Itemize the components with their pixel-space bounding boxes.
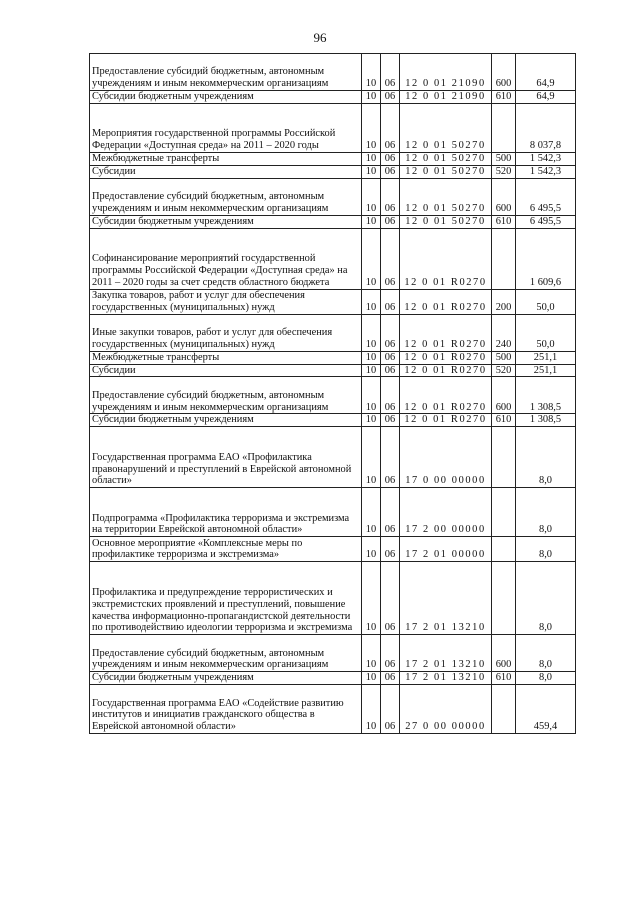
- row-vr: 610: [492, 414, 516, 427]
- row-rz: 10: [362, 414, 381, 427]
- row-rz: 10: [362, 314, 381, 351]
- row-amount: 50,0: [516, 289, 576, 314]
- row-pr: 06: [381, 289, 400, 314]
- row-csr: 12 0 01 50270: [400, 215, 492, 228]
- row-amount: 251,1: [516, 364, 576, 377]
- row-amount: 64,9: [516, 54, 576, 91]
- row-name: Основное мероприятие «Комплексные меры по профилактике терроризма и экстремизма»: [90, 537, 362, 562]
- row-name: Предоставление субсидий бюджетным, автономным учреждениям и иным некоммерческим организациям: [90, 54, 362, 91]
- row-csr: 12 0 01 50270: [400, 152, 492, 165]
- row-csr: 12 0 01 50270: [400, 103, 492, 152]
- row-pr: 06: [381, 103, 400, 152]
- table-row: [90, 414, 576, 427]
- row-vr: 500: [492, 351, 516, 364]
- row-csr: 12 0 01 50270: [400, 165, 492, 178]
- row-csr: 12 0 01 21090: [400, 54, 492, 91]
- table-row: [90, 54, 576, 91]
- row-csr: 17 0 00 00000: [400, 427, 492, 488]
- row-pr: 06: [381, 152, 400, 165]
- row-name: Профилактика и предупреждение террористических и экстремистских проявлений и преступлений, повышение качества информационно-пропагандистской деятельности по противодействию идеологии терроризма и экстремизма: [90, 562, 362, 635]
- row-name: Закупка товаров, работ и услуг для обеспечения государственных (муниципальных) нужд: [90, 289, 362, 314]
- row-name: Предоставление субсидий бюджетным, автономным учреждениям и иным некоммерческим организациям: [90, 635, 362, 672]
- row-vr: 600: [492, 178, 516, 215]
- row-amount: 6 495,5: [516, 178, 576, 215]
- row-vr: 600: [492, 54, 516, 91]
- row-name: Межбюджетные трансферты: [90, 152, 362, 165]
- row-name: Субсидии бюджетным учреждениям: [90, 91, 362, 104]
- row-csr: 12 0 01 R0270: [400, 364, 492, 377]
- row-vr: 200: [492, 289, 516, 314]
- row-rz: 10: [362, 152, 381, 165]
- row-rz: 10: [362, 364, 381, 377]
- table-row: [90, 537, 576, 562]
- row-vr: 240: [492, 314, 516, 351]
- row-amount: 1 609,6: [516, 228, 576, 289]
- table-row: [90, 488, 576, 537]
- row-amount: 8,0: [516, 488, 576, 537]
- row-amount: 8,0: [516, 672, 576, 685]
- row-name: Субсидии бюджетным учреждениям: [90, 672, 362, 685]
- row-name: Софинансирование мероприятий государственной программы Российской Федерации «Доступная среда» на 2011 – 2020 годы за счет средств областного бюджета: [90, 228, 362, 289]
- row-pr: 06: [381, 672, 400, 685]
- row-rz: 10: [362, 562, 381, 635]
- row-csr: 17 2 01 00000: [400, 537, 492, 562]
- row-rz: 10: [362, 351, 381, 364]
- table-row: [90, 562, 576, 635]
- row-rz: 10: [362, 685, 381, 734]
- row-amount: 459,4: [516, 685, 576, 734]
- row-name: Межбюджетные трансферты: [90, 351, 362, 364]
- row-pr: 06: [381, 685, 400, 734]
- row-csr: 12 0 01 R0270: [400, 351, 492, 364]
- row-pr: 06: [381, 165, 400, 178]
- row-name: Подпрограмма «Профилактика терроризма и экстремизма на территории Еврейской автономной области»: [90, 488, 362, 537]
- page-number: 96: [313, 30, 327, 45]
- row-csr: 12 0 01 50270: [400, 178, 492, 215]
- row-amount: 8 037,8: [516, 103, 576, 152]
- row-rz: 10: [362, 228, 381, 289]
- row-name: Субсидии: [90, 364, 362, 377]
- row-vr: 520: [492, 165, 516, 178]
- row-vr: [492, 228, 516, 289]
- table-row: [90, 228, 576, 289]
- row-rz: 10: [362, 488, 381, 537]
- row-amount: 64,9: [516, 91, 576, 104]
- row-csr: 12 0 01 R0270: [400, 289, 492, 314]
- row-csr: 27 0 00 00000: [400, 685, 492, 734]
- table-row: [90, 91, 576, 104]
- row-amount: 1 308,5: [516, 414, 576, 427]
- row-name: Субсидии: [90, 165, 362, 178]
- table-row: [90, 178, 576, 215]
- row-rz: 10: [362, 178, 381, 215]
- row-vr: 500: [492, 152, 516, 165]
- row-csr: 12 0 01 R0270: [400, 414, 492, 427]
- table-row: [90, 152, 576, 165]
- row-pr: 06: [381, 228, 400, 289]
- table-row: [90, 215, 576, 228]
- row-rz: 10: [362, 165, 381, 178]
- table-row: [90, 672, 576, 685]
- table-row: [90, 377, 576, 414]
- row-amount: 1 308,5: [516, 377, 576, 414]
- table-row: [90, 364, 576, 377]
- row-pr: 06: [381, 178, 400, 215]
- row-rz: 10: [362, 103, 381, 152]
- row-amount: 251,1: [516, 351, 576, 364]
- row-pr: 06: [381, 537, 400, 562]
- row-pr: 06: [381, 351, 400, 364]
- row-pr: 06: [381, 364, 400, 377]
- row-name: Мероприятия государственной программы Российской Федерации «Доступная среда» на 2011 – 2020 годы: [90, 103, 362, 152]
- row-csr: 17 2 01 13210: [400, 635, 492, 672]
- row-amount: 1 542,3: [516, 152, 576, 165]
- row-rz: 10: [362, 215, 381, 228]
- row-vr: [492, 685, 516, 734]
- row-vr: [492, 427, 516, 488]
- budget-table-body: [90, 54, 576, 734]
- row-rz: 10: [362, 537, 381, 562]
- row-rz: 10: [362, 289, 381, 314]
- row-pr: 06: [381, 54, 400, 91]
- row-rz: 10: [362, 377, 381, 414]
- row-csr: 17 2 01 13210: [400, 672, 492, 685]
- table-row: [90, 165, 576, 178]
- row-vr: 610: [492, 91, 516, 104]
- row-csr: 12 0 01 R0270: [400, 377, 492, 414]
- row-amount: 8,0: [516, 427, 576, 488]
- budget-table: [89, 53, 576, 734]
- table-row: [90, 351, 576, 364]
- row-name: Государственная программа ЕАО «Профилактика правонарушений и преступлений в Еврейской автономной области»: [90, 427, 362, 488]
- row-rz: 10: [362, 54, 381, 91]
- row-pr: 06: [381, 635, 400, 672]
- row-amount: 8,0: [516, 562, 576, 635]
- table-row: [90, 635, 576, 672]
- row-amount: 50,0: [516, 314, 576, 351]
- row-amount: 8,0: [516, 635, 576, 672]
- row-pr: 06: [381, 414, 400, 427]
- row-rz: 10: [362, 427, 381, 488]
- row-pr: 06: [381, 562, 400, 635]
- row-name: Предоставление субсидий бюджетным, автономным учреждениям и иным некоммерческим организациям: [90, 178, 362, 215]
- row-vr: 520: [492, 364, 516, 377]
- table-row: [90, 427, 576, 488]
- row-vr: [492, 562, 516, 635]
- row-pr: 06: [381, 215, 400, 228]
- row-amount: 1 542,3: [516, 165, 576, 178]
- row-name: Субсидии бюджетным учреждениям: [90, 414, 362, 427]
- row-csr: 17 2 00 00000: [400, 488, 492, 537]
- row-csr: 12 0 01 21090: [400, 91, 492, 104]
- row-vr: [492, 103, 516, 152]
- row-pr: 06: [381, 377, 400, 414]
- row-vr: [492, 537, 516, 562]
- row-rz: 10: [362, 672, 381, 685]
- row-pr: 06: [381, 488, 400, 537]
- row-rz: 10: [362, 635, 381, 672]
- row-name: Государственная программа ЕАО «Содействие развитию институтов и инициатив гражданского общества в Еврейской автономной области»: [90, 685, 362, 734]
- row-vr: [492, 488, 516, 537]
- row-vr: 610: [492, 215, 516, 228]
- table-row: [90, 289, 576, 314]
- row-csr: 12 0 01 R0270: [400, 228, 492, 289]
- row-name: Субсидии бюджетным учреждениям: [90, 215, 362, 228]
- row-csr: 17 2 01 13210: [400, 562, 492, 635]
- row-vr: 600: [492, 635, 516, 672]
- row-pr: 06: [381, 427, 400, 488]
- row-amount: 8,0: [516, 537, 576, 562]
- table-row: [90, 103, 576, 152]
- table-row: [90, 314, 576, 351]
- row-name: Иные закупки товаров, работ и услуг для обеспечения государственных (муниципальных) нужд: [90, 314, 362, 351]
- row-amount: 6 495,5: [516, 215, 576, 228]
- row-name: Предоставление субсидий бюджетным, автономным учреждениям и иным некоммерческим организациям: [90, 377, 362, 414]
- row-vr: 610: [492, 672, 516, 685]
- row-pr: 06: [381, 314, 400, 351]
- row-csr: 12 0 01 R0270: [400, 314, 492, 351]
- table-row: [90, 685, 576, 734]
- row-vr: 600: [492, 377, 516, 414]
- row-pr: 06: [381, 91, 400, 104]
- row-rz: 10: [362, 91, 381, 104]
